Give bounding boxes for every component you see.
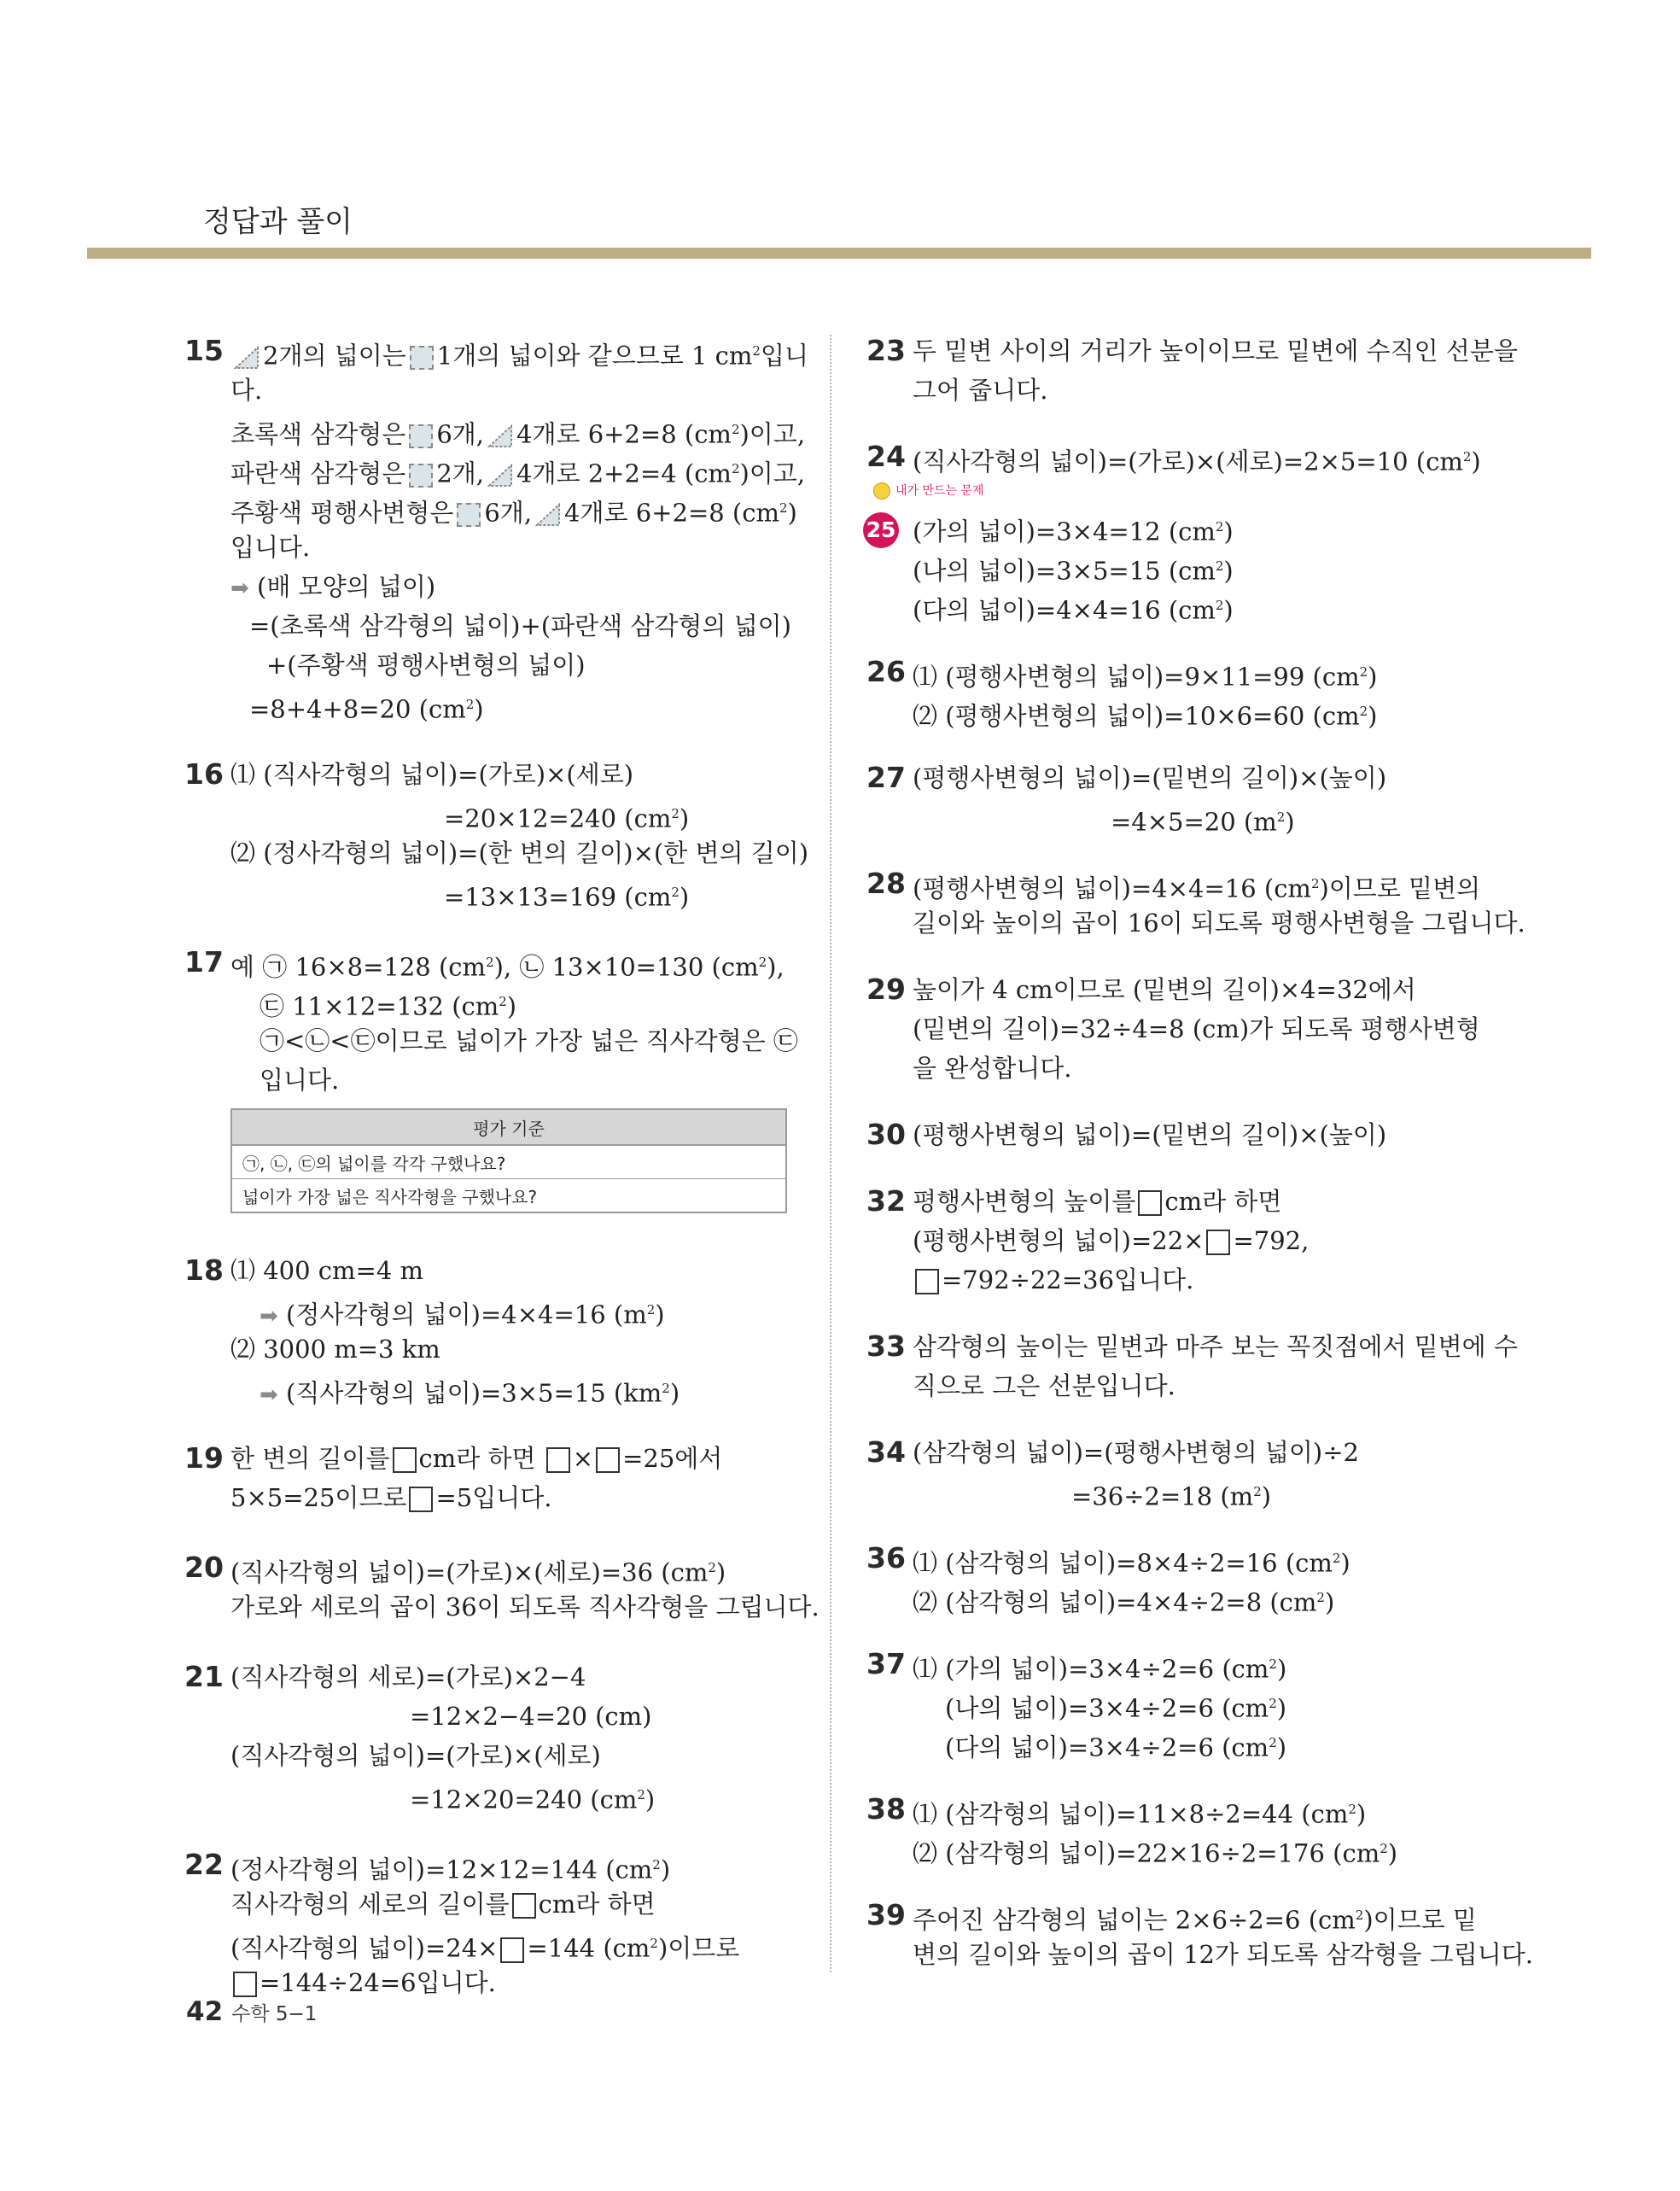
problem-number: 21	[184, 1660, 224, 1693]
problem-number: 16	[184, 757, 224, 791]
problem-number: 39	[866, 1898, 906, 1931]
problem-number: 19	[184, 1441, 224, 1475]
page-footer	[186, 1996, 317, 2027]
problem-33: 33 삼각형의 높이는 밑변과 마주 보는 꼭짓점에서 밑변에 수 직으로 그은 선분입니다.	[868, 1327, 1568, 1405]
problem-17: 17 예 ㉠ 16×8=128 $(cm^2)$, ㉡ 13×10=130 $(cm^2)$, ㉢ 11×12=132 $(cm^2)$ ㉠<㉡<㉢이므로 넓이가 가장 넓은 직사각형은 ㉢ 입니다.	[186, 943, 886, 1100]
page-number: 42	[186, 1996, 224, 2027]
problem-21: 21 (직사각형의 세로)=(가로)×2−4 =12×2−4=20 (cm) (직사각형의 넓이)=(가로)×(세로) =12×20=240 $(cm^2)$	[186, 1657, 886, 1814]
small-triangle-icon	[487, 464, 513, 488]
problem-25: 내가 만드는 문제 25 (가의 넓이)=3×4=12 $(cm^2)$ (나의 넓이)=3×5=15 $(cm^2)$ (다의 넓이)=4×4=16 $(cm^2)$	[868, 507, 1568, 625]
problem-34: 34 (삼각형의 넓이)=(평행사변형의 넓이)÷2 =36÷2=18 $(m^2)$	[868, 1433, 1568, 1511]
blank-box	[512, 1893, 536, 1919]
book-title: 수학 5−1	[231, 2003, 318, 2025]
problem-number: 23	[866, 334, 906, 367]
problem-number: 34	[866, 1435, 906, 1469]
arrow-icon: ➡	[260, 1382, 278, 1408]
problem-number: 36	[866, 1541, 906, 1575]
problem-number: 18	[184, 1253, 224, 1287]
problem-28: 28 (평행사변형의 넓이)=4×4=16 $(cm^2)$이므로 밑변의 길이와 높이의 곱이 16이 되도록 평행사변형을 그립니다.	[868, 864, 1568, 943]
my-problem-tag: 내가 만드는 문제	[873, 482, 984, 500]
smile-icon	[873, 482, 890, 500]
right-column	[868, 331, 1568, 1974]
unit-square-icon	[409, 464, 433, 488]
problem-number: 29	[866, 973, 906, 1006]
problem-20: 20 (직사각형의 넓이)=(가로)×(세로)=36 $(cm^2)$ 가로와 세로의 곱이 36이 되도록 직사각형을 그립니다.	[186, 1548, 886, 1627]
problem-23: 23 두 밑변 사이의 거리가 높이이므로 밑변에 수직인 선분을 그어 줍니다.	[868, 331, 1568, 410]
problem-30: 30 (평행사변형의 넓이)=(밑변의 길이)×(높이)	[868, 1115, 1568, 1154]
problem-number: 24	[866, 440, 906, 473]
problem-number: 33	[866, 1329, 906, 1363]
blank-box	[409, 1487, 433, 1512]
problem-number: 26	[866, 655, 906, 688]
problem-number: 17	[184, 945, 224, 979]
blank-box	[546, 1447, 570, 1473]
evaluation-row: 넓이가 가장 넓은 직사각형을 구했나요?	[231, 1179, 786, 1213]
problem-39: 39 주어진 삼각형의 넓이는 2×6÷2=6 $(cm^2)$이므로 밑 변의 길이와 높이의 곱이 12가 되도록 삼각형을 그립니다.	[868, 1896, 1568, 1974]
left-column	[186, 331, 886, 2002]
problem-26: 26 ⑴ (평행사변형의 넓이)=9×11=99 $(cm^2)$ ⑵ (평행사변형의 넓이)=10×6=60 $(cm^2)$	[868, 652, 1568, 731]
blank-box	[500, 1937, 524, 1963]
evaluation-table	[230, 1108, 787, 1213]
small-triangle-icon	[234, 346, 260, 370]
page-header-title: 정답과 풀이	[203, 205, 353, 239]
arrow-icon: ➡	[260, 1303, 278, 1329]
problem-number-badge: 25	[863, 512, 899, 548]
problem-number: 27	[866, 761, 906, 794]
arrow-icon: ➡	[230, 576, 249, 601]
problem-37: 37 ⑴ (가의 넓이)=3×4÷2=6 $(cm^2)$ (나의 넓이)=3×4÷2=6 $(cm^2)$ (다의 넓이)=3×4÷2=6 $(cm^2)$	[868, 1645, 1568, 1762]
blank-box	[233, 1972, 257, 1997]
blank-box	[915, 1269, 939, 1294]
problem-32: 32 평행사변형의 높이를 cm라 하면 (평행사변형의 넓이)=22× =792, =792÷22=36입니다.	[868, 1182, 1568, 1300]
small-triangle-icon	[487, 424, 513, 448]
problem-19: 19 한 변의 길이를 cm라 하면 × =25에서 5×5=25이므로 =5입니다.	[186, 1439, 886, 1517]
problem-number: 20	[184, 1551, 224, 1584]
problem-18: 18 ⑴ 400 cm=4 m ➡ (정사각형의 넓이)=4×4=16 $(m^2)$ ⑵ 3000 m=3 km ➡ (직사각형의 넓이)=3×5=15 $(km^2)$	[186, 1251, 886, 1408]
problem-24: 24 (직사각형의 넓이)=(가로)×(세로)=2×5=10 $(cm^2)$	[868, 437, 1568, 476]
problem-number: 38	[866, 1792, 906, 1826]
evaluation-row: ㉠, ㉡, ㉢의 넓이를 각각 구했나요?	[231, 1145, 786, 1179]
problem-22: 22 (정사각형의 넓이)=12×12=144 $(cm^2)$ 직사각형의 세로의 길이를 cm라 하면 (직사각형의 넓이)=24× =144 $(cm^2)$이므로 =144÷24=6입니다.	[186, 1845, 886, 2002]
blank-box	[596, 1447, 620, 1473]
header-rule	[87, 248, 1591, 259]
problem-27: 27 (평행사변형의 넓이)=(밑변의 길이)×(높이) =4×5=20 $(m^2)$	[868, 758, 1568, 837]
blank-box	[1138, 1190, 1162, 1216]
problem-number: 30	[866, 1118, 906, 1151]
problem-36: 36 ⑴ (삼각형의 넓이)=8×4÷2=16 $(cm^2)$ ⑵ (삼각형의 넓이)=4×4÷2=8 $(cm^2)$	[868, 1539, 1568, 1617]
evaluation-header: 평가 기준	[231, 1109, 786, 1145]
blank-box	[1206, 1230, 1230, 1255]
unit-square-icon	[410, 346, 434, 370]
problem-number: 15	[184, 334, 224, 367]
problem-number: 22	[184, 1848, 224, 1881]
blank-box	[393, 1447, 417, 1473]
problem-number: 37	[866, 1647, 906, 1680]
problem-number: 32	[866, 1184, 906, 1218]
problem-38: 38 ⑴ (삼각형의 넓이)=11×8÷2=44 $(cm^2)$ ⑵ (삼각형의 넓이)=22×16÷2=176 $(cm^2)$	[868, 1790, 1568, 1868]
problem-15: 15 2개의 넓이는 1개의 넓이와 같으므로 1 $cm^2$입니 다. 초록색 삼각형은 6개, 4개로 6+2=8 $(cm^2)$이고, 파란색 삼각형은 2개, 4개로 2+2=4 $(cm^2)$이고, 주황색 평행사변형은 6개, 4개로 6+2=8 $(cm^2)$ 입니다. ➡ (배 모양의 넓이) =(초록색 삼각형의 넓이)+(파란색 삼각형의 넓이) +(주황색 평행사변형의 넓이) =8+4+8=20 $(cm^2)$	[186, 331, 886, 724]
unit-square-icon	[457, 503, 481, 527]
small-triangle-icon	[535, 503, 561, 527]
unit-square-icon	[409, 424, 433, 448]
problem-16: 16 ⑴ (직사각형의 넓이)=(가로)×(세로) =20×12=240 $(cm^2)$ ⑵ (정사각형의 넓이)=(한 변의 길이)×(한 변의 길이) =13×13=169 $(cm^2)$	[186, 755, 886, 912]
problem-number: 28	[866, 867, 906, 900]
problem-29: 29 높이가 4 cm이므로 (밑변의 길이)×4=32에서 (밑변의 길이)=32÷4=8 (cm)가 되도록 평행사변형 을 완성합니다.	[868, 970, 1568, 1088]
